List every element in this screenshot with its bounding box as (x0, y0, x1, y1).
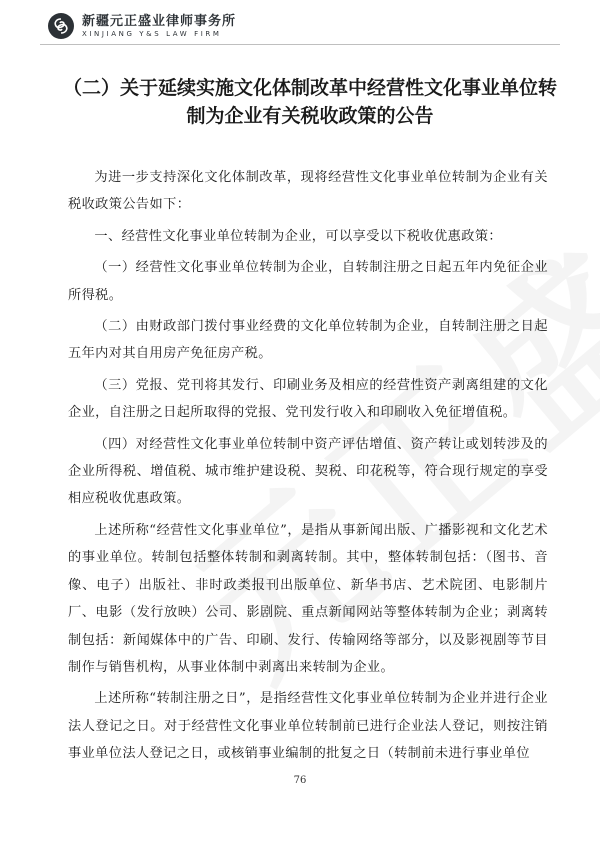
paragraph-item-1: （一）经营性文化事业单位转制为企业，自转制注册之日起五年内免征企业所得税。 (68, 260, 548, 303)
paragraph-definition-units: 上述所称“经营性文化事业单位”，是指从事新闻出版、广播影视和文化艺术的事业单位。转制包括整体转制和剥离转制。其中，整体转制包括：（图书、音像、电子）出版社、非时政类报刊出版单位、新华书店、艺术院团、电影制片厂、电影（发行放映）公司、影剧院、重点新闻网站等整体转制为企业；剥离转制包括：新闻媒体中的广告、印刷、发行、传输网络等部分，以及影视剧等节目制作与销售机构，从事业体制中剥离出来转制为企业。 (68, 522, 548, 675)
paragraph-item-4: （四）对经营性文化事业单位转制中资产评估增值、资产转让或划转涉及的企业所得税、增值税、城市维护建设税、契税、印花税等，符合现行规定的享受相应税收优惠政策。 (68, 436, 548, 507)
page-title: （二）关于延续实施文化体制改革中经营性文化事业单位转制为企业有关税收政策的公告 (62, 77, 557, 127)
document-body (68, 164, 548, 772)
paragraph-definition-date: 上述所称“转制注册之日”，是指经营性文化事业单位转制为企业并进行企业法人登记之日。对于经营性文化事业单位转制前已进行企业法人登记，则按注销事业单位法人登记之日，或核销事业编制的批复之日（转制前未进行事业单位 (68, 691, 548, 762)
logo-swirl-graphic (53, 18, 69, 34)
page-number: 76 (293, 775, 307, 786)
paragraph-intro: 为进一步支持深化文化体制改革，现将经营性文化事业单位转制为企业有关税收政策公告如下： (68, 170, 548, 213)
header-divider (40, 44, 560, 45)
paragraph-item-2: （二）由财政部门拨付事业经费的文化单位转制为企业，自转制注册之日起五年内对其自用房产免征房产税。 (68, 319, 548, 362)
firm-name-en: XINJIANG Y&S LAW FIRM (82, 29, 222, 38)
firm-name (82, 14, 236, 39)
page-header (48, 8, 236, 44)
paragraph-section-1: 一、经营性文化事业单位转制为企业，可以享受以下税收优惠政策： (94, 228, 503, 244)
paragraph-item-3: （三）党报、党刊将其发行、印刷业务及相应的经营性资产剥离组建的文化企业，自注册之日起所取得的党报、党刊发行收入和印刷收入免征增值税。 (68, 377, 548, 421)
swirl-logo-icon (48, 13, 74, 39)
firm-name-cn: 新疆元正盛业律师事务所 (82, 13, 237, 29)
